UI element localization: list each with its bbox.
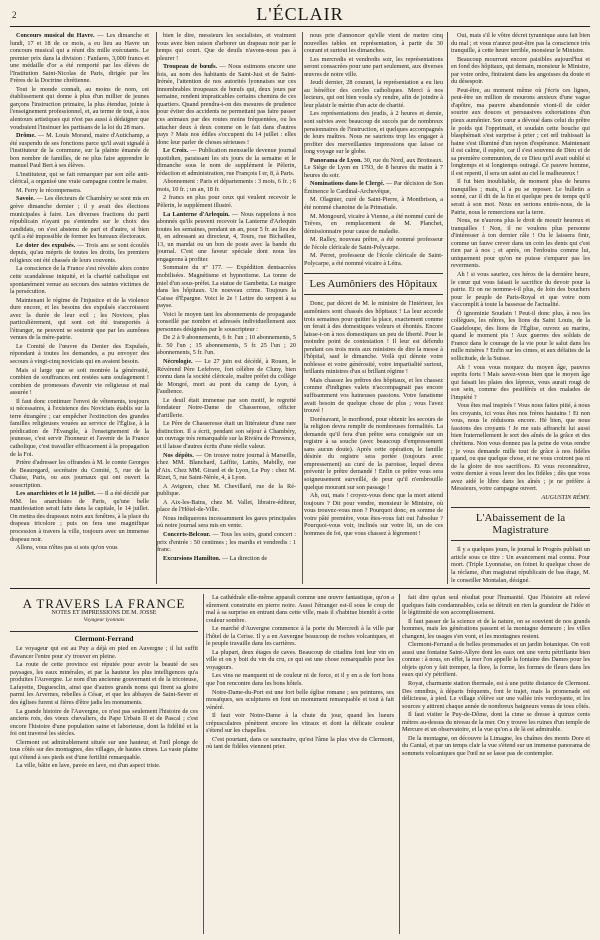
news-item-heading-line — [304, 157, 443, 180]
feature-subtitle: NOTES ET IMPRESSIONS DE M. JOSSE — [51, 609, 157, 616]
news-item-text: — Tous les soirs, grand concert : prix d'entrée : 50 centimes ; les mardis et vendredis : 1 franc. — [157, 531, 296, 554]
column-3 — [304, 32, 443, 584]
paragraph: Nous indiquerons incessamment les gares principales où notre journal sera mis en vente. — [157, 514, 296, 530]
item-heading: Le doter des expulsés. — [16, 241, 76, 249]
item-heading: Troupeau de bœufs. — [163, 63, 218, 71]
feature-paragraph: Le voyageur qui est au Puy a déjà en pied en Auvergne ; il lui suffit d'avancer l'entre pour s'y trouver en pleine. — [10, 645, 198, 660]
paragraph: De 2 à 9 abonnements, 6 fr. l'un ; 10 abonnements, 5 fr. 50 l'un ; 15 abonnements, 5 fr. 25 l'un ; 20 abonnements, 5 fr. l'un. — [157, 334, 296, 357]
article-title: L'Abaissement de la Magistrature — [451, 507, 590, 541]
column-rule — [447, 32, 448, 584]
feature-column-1 — [10, 594, 198, 934]
news-item-heading-line — [157, 358, 296, 396]
paragraph: Abonnement : Paris et départements : 3 mois, 6 fr. ; 6 mois, 10 fr. ; un an, 18 fr. — [157, 178, 296, 193]
page-number: 2 — [12, 10, 17, 20]
paragraph: La conscience de la France s'est révoltée alors contre cette scandaleuse iniquité, et la charité catholique est spontanément venue au secours des saintes victimes de la persécution. — [10, 265, 149, 296]
paragraph: Vous êtes mal inspirés ! Vous nous faites pitié, à nous les croyants, ici vous êtes nos frères hautains ! Et non vous, nous le réduisons encore. Hé bien, que nous fassions des croyants ! Je me suis affranchi lui aussi bien fraternellement le sort des aînés de la grâce et des chrétiens. Non vous donnez pas la peine de vous rendre ; je vous demande mille tout de grâce à nos fidèles quand, ou que quelque chose, et ne vous croiront pas ni de la gloire de nos sacrifices. Et vous reconnaîtrez, votre dernier à vous lever des les fidèles ; dès que vous avez aidé le libre dans les aînés ; je ne préfère à Messieurs, votre campagne ouvert. — [451, 402, 590, 493]
news-item-text: — Nous rappelons à nos abonnés qu'ils peuvent recevoir la Lanterne d'Arlequin toutes les semaines, pendant un an, pour 5 fr. au lieu de 8, en adressant au directeur, 4, Tours, rue Bichatlieu, 13, un mandat ou un bon de poste avec la bande du journal. C'est une faveur spéciale dont nous les engageons à profiter. — [157, 210, 296, 263]
news-item-text: — Publication mensuelle devenue journal quotidien, paraissant les six jours de la semaine et le dimanche sous le nom de supplément le Pèlerin, rédaction et administration, rue François I er, 8, à Paris. — [157, 147, 296, 177]
paragraph: M. Ferry le récompensera. — [16, 186, 82, 194]
item-heading: Le Croix. — [163, 147, 189, 155]
paragraph: Les mercredis et vendredis soir, les représentations seront consacrées pour une part seulement, aux diverses œuvres de notre ville. — [304, 55, 443, 78]
paragraph: Ô ignominie Soudain ! Peut-il donc plus, à nos les collègues, les nôtres, les lions du Saint Louis, de la Guadeloupe, des lions de l'Église, ouvrez au marins, quand le moment pis ! Aux guerres des soldats de France dans le courage de la vie pour le salut dans les mille misères ? Enfin sur les cimes, et aux défaites de la sollicitude, de la Suisse. — [451, 309, 590, 362]
paragraph: Prière d'adresser les offrandes à M. le comte Georges de Beauregard, secrétaire du Comité, 5, rue de la Chaise, Paris, ou aux journaux qui ont ouvert la souscription. — [10, 459, 149, 489]
feature-paragraph: C'est pourtant, dans ce sanctuaire, qu'est l'âme la plus vive de Clermont, où tant de fidèles viennent prier. — [206, 735, 394, 751]
section-divider — [10, 588, 590, 589]
paragraph: Il faut donc continuer l'envoi de vêtements, toujours si nécessaires, à l'existence des Noviciats établis sur la terre étrangère ; car empêcher l'extinction des grandes familles religieuses vouées au service de l'Église, à la prédication de l'Évangile, à l'enseignement de la jeunesse, c'est servir l'honneur et l'avenir de la France catholique, c'est travailler efficacement à la propagation de la Foi. — [10, 397, 149, 458]
news-item-text: — Trois ans se sont écoulés depuis, qu'au mépris de toutes les droits, les premiers religieux ont été chassés de leurs couvents. — [10, 241, 149, 264]
feature-byline: Voyageur lyonnais — [83, 617, 125, 624]
author-signature: AUGUSTIN RÉMY. — [541, 493, 590, 501]
feature-paragraph: Clermont-Ferrand a de belles promenades et un jardin botanique. On voit aussi une fontaine Saint-Allyre dont les eaux ont une vertu pétrifiante bien connue : à nous, en effet, la mer l'on appelle la fontaine des Dames pour les objets qu'on y fait tremper, la flore, la forme, les formes de fleurs dans les eaux qui s'y pétrifient. — [402, 641, 590, 679]
feature-paragraph: fait dire qu'un seul résultat pour l'humanité. Que l'histoire ait relevé quelques faits condamnables, cela se détruit en rien la grandeur de l'idée et le légitimité de son accomplissement. — [402, 594, 590, 617]
feature-section — [10, 594, 590, 934]
feature-paragraph: La grande histoire de l'Auvergne, ce n'est pas seulement l'histoire de ces anciens rois, des vieux chevaliers, du Pape Urbain II et de Pascal ; c'est encore l'histoire d'une population saine et laborieuse, dont la fidélité et la foi ont traversé les siècles. — [10, 707, 198, 738]
news-item-text: 30, rue du Nord, aux Brotteaux. Le Siège de Lyon en 1793, de 8 heures du matin à 7 heures du soir. — [304, 156, 443, 179]
feature-paragraph: La route de cette province est réputée pour avoir la beauté de ses paysages, les eaux minérales, et par la hauteur les plus intelligences qu'a produites l'Auvergne. Le nom d'un ancienne gouvernant et de la tricoteuse, Lafayette, Duguesclin, ainsi que d'autres grands noms qui firent sa gloire parmi les Arvernes, rebelles à César, et que les abbayes de Saint-Sever et des églises furent si fières d'être jadis les monuments. — [10, 661, 198, 707]
news-item-text: — Nous estimons encore une fois, au nom des habitants de Saint-Just et de Saint-Irénée, l'attention de nos autorités lyonnaises sur ces innombrables troupeaux de bœufs qui, deux jours par semaine, rendent impraticables certains chemins de ces quartiers. Quand prendra-t-on des mesures de prudence pour éviter des accidents ne permettant pas faire passer ces animaux par des routes moins fréquentées, ou les attacher deux à deux comme on le fait dans d'autres pays ? Mais nos édiles s'occupent du 14 juillet : elles donc leur parler de choses sérieuses ! — [157, 63, 296, 146]
feature-paragraph: Il faut passer de la science et de la nature, on se souvient de nos grands hommes, mais les générations passent et la montagne demeure ; les villes changent, les usages s'en vont, et les montagnes restent. — [402, 617, 590, 640]
news-item-heading-line — [10, 490, 149, 543]
paragraph: Peut-être, au moment même où j'écris ces lignes, peut-être un million de mourons anxieux d'une vague d'apôtre, ma pauvre abandonnée viont-il de céder sourire aux douces et persuasives exhortations d'un pieux aumônier. Son cœur a dévoué dans celui du prêtre le poids qui l'opprimait, et soudain cette bouche qui blasphémait s'est surprise à prier ; cet œil trahissait la haine s'est illuminé d'un rayon d'espérance. Maintenant il est calme, il espère, car il s'est souvenu de Dieu et de sa première communion, de ce Dieu qu'il avait oublié si longtemps et si longtemps outragé. Ce pauvre homme, il est repenti, il sera un saint au ciel le malheureux ! — [451, 86, 590, 177]
paragraph: Le Comité de l'œuvre du Denier des Expulsés, répondant à toutes les demandes, a pu envoyer des secours à vingt-cinq noviciats qui en avaient besoin. — [10, 342, 149, 365]
item-heading: Nominations dans le Clergé. — [310, 180, 385, 188]
paragraph: nous prie d'annoncer qu'elle vient de mettre cinq nouvelles tables en représentation, à partir du 30 courant et surtout les dimanches. — [304, 32, 443, 55]
paragraph: Mais chassez les prêtres des hôpitaux, et les chassez comme d'indignes valets n'accompagnait pas encore suffisamment vos haineuses passions. Votre fanatisme avait besoin de quelque chose de plus ; vous l'avez trouvé ! — [304, 376, 443, 415]
news-item-text: — Par décision de Son Éminence le Cardinal-Archevêque, — [304, 180, 443, 195]
paragraph: Le deuil était immense par son motif, le regretté fondateur Notre-Dame de Chasseresse, officier d'artillerie. — [157, 396, 296, 419]
column-rule — [302, 32, 303, 584]
feature-paragraph: De la montagne, on découvre la Limagne, les chaînes des monts Dore et du Cantal, et par un temps clair la vue s'étend sur un immense panorama de sommets volcaniques que l'œil ne se lasse pas de contempler. — [402, 734, 590, 757]
feature-paragraph: Clermont est admirablement située sur une hauteur, et l'œil plonge de tous côtés sur des montagnes, des villages, de hautes cimes. La vaste plaine qui s'étend à ses pieds est d'une fertilité remarquable. — [10, 738, 198, 761]
paragraph: Voici le moyen tant les abonnements de propagande conseillé par nombre et adressés individuellement aux personnes désignées par le souscripteur : — [157, 310, 296, 333]
news-item-text: — Le 27 juin est décédé, à Rouen, le Révérend Père Lefebvre, fort célèbre de Cluny, bien connu dans la société cléricale, maître préfet du collège de Mongré, mort au pont du camp de Lyon, à l'audience. — [157, 357, 296, 396]
top-columns — [10, 32, 590, 584]
feature-title: A TRAVERS LA FRANCE — [22, 596, 186, 611]
item-heading: Concours musical du Havre. — [16, 32, 95, 39]
news-item-text: — Les électeurs de Chambéry se sont mis en grève dimanche dernier ; il y avait des élections municipales à faire. Les diverses fractions du parti républicain n'ayant pu s'entendre sur le choix des candidats, on s'est abstenu de part et d'autre, si bien qu'il a été impossible de former les bureaux électoraux. — [10, 195, 149, 241]
feature-column-3 — [402, 594, 590, 934]
paragraph: Il fut bien inoubliable, de moment plus de heures tranquilles ; mais, il a pu se reposer. Le bulletin a sonné, car il dit de la fin et quelque peu de temps qu'il serait à son mot. Nous en serions entrés-nous, de la Patrie, nous le remercions sur la terre. — [451, 178, 590, 216]
paragraph: Tout le monde connaît, au moins de nom, cet établissement qui donne à plus d'un millier de jeunes garçons l'instruction primaire, la plus étendue, jointe à l'enseignement professionnel, et, au terme de tout, à nos alentours artistiques qui n'est pas aussi à dédaigner que voudraient l'insinuer les partisans de la loi du 28 mars. — [10, 85, 149, 131]
item-heading: Nécrologie. — [163, 357, 193, 365]
paragraph: bien le dire, messieurs les socialistes, et vraiment vous avez bien raison d'arborer un drapeau noir par le temps qui court. Que de deuils n'avons-nous pas à pleurer ! — [157, 32, 296, 62]
feature-column-2 — [206, 594, 394, 934]
paragraph: Sommaire du n° 177. — Expédition dentsacrées mobilisées. Magnétisme et hypnotisme. La tonne de miel d'un sous-préfet. La statue de Gambetta. Le maigre dans les hôpitaux. Un nouveau crime. Toujours la Caisse d'Épargne. Voici le 2e ! Lettre du serpent à sa payse. — [157, 264, 296, 310]
item-heading: La Lanterne d'Arlequin. — [163, 210, 230, 218]
column-2 — [157, 32, 296, 584]
paragraph: Allons, vous n'êtes pas si sots qu'on vous — [16, 544, 118, 552]
newspaper-title: L'ÉCLAIR — [256, 4, 344, 24]
news-item-heading-line — [10, 32, 149, 85]
news-item-heading-line — [157, 147, 296, 177]
item-heading: Drôme. — [16, 132, 36, 140]
news-item-heading-line — [157, 555, 296, 563]
item-heading: Concerts-Belcour. — [163, 531, 211, 538]
column-rule — [399, 594, 400, 934]
paragraph: M. Olagnier, curé de Saint-Pierre, à Montbrison, a été nommé chanoine de la Primatiale. — [304, 196, 443, 212]
news-item-text: — Il a été décidé par MM. les anarchistes de Paris, qu'une belle manifestation serait faite dans la capitale, le 14 juillet. On mettra des drapeaux noirs aux fenêtres, à la place du drapeau tricolore ; puis on fera une magnifique procession à travers la ville, toujours avec un immense drapeau noir. — [10, 490, 149, 543]
column-4 — [451, 32, 590, 584]
paragraph: Maintenant le régime de l'injustice et de la violence dure encore, et les besoins des expulsés s'accroissent avec la durée de leur exil ; les Novices, plus particulièrement, qui sont cet été transportés à l'étranger, ne peuvent se soutenir que par les aumônes venues de la mère-patrie. — [10, 296, 149, 342]
news-item-heading-line — [157, 531, 296, 554]
column-rule — [203, 594, 204, 934]
news-item-heading-line — [157, 452, 296, 482]
paragraph: Ah ! si vous sauriez, ces héros de la dernière heure, le cœur qui vous faisait le sacrifice du devoir pour la patrie. Et on ne nomme-t-il plus, de loin des bouchers pour le peuple de Paris-Royal et que votre nom s'accomplit à toute la bassesse de l'actualité. — [451, 270, 590, 309]
paragraph: A Avignon, chez M. Chevillard, rue de la Ré-publique. — [157, 482, 296, 498]
news-item-text: — M. Louis Morand, maire d'Autichamp, a été suspendu de ses fonctions parce qu'il avait signalé à l'instituteur de la commune, sur la plainte émanée de bon nombre de familles, de ne plus faire apprendre le manuel Paul Bert à ses élèves. — [10, 132, 149, 170]
news-item-text: — Les dimanche et lundi, 17 et 18 de ce mois, a eu lieu au Havre un concours musical qui a réuni dix mille exécutants. Le premier prix dans la division : Fanfares, 3,000 francs et une médaille d'or a été remporté par les élèves de l'Institution Saint-Nicolas de Paris, dirigée par les Frères de la Doctrine chrétienne. — [10, 32, 149, 85]
feature-paragraph: Les vins ne manquent ni de couleur ni de force, et il y en a de fort bons que l'on rencontre dans les bons hôtels. — [206, 672, 394, 688]
feature-paragraph: La cathédrale elle-même apparaît comme une œuvre fantastique, qu'on a sûrement construite en pierre noire. Aussi l'étranger est-il sous le coup de mal à sa surprise en entrant dans cette ville, mais il s'habitue bientôt à cette couleur sombre. — [206, 594, 394, 624]
news-item-heading-line — [10, 242, 149, 265]
feature-paragraph: Notre-Dame-du-Port est une fort belle église romane ; ses peintures, ses mosaïques, ses sculptures en font un monument remarquable et tout à fait vénéré. — [206, 688, 394, 711]
item-heading: Nos dépôts. — [163, 451, 194, 459]
paragraph: Dorénavant, le moribond, pour obtenir les secours de la religion devra remplir de nombreuses formalités. La demande qu'il fera d'un prêtre sera consignée sur un registre à sa souche (avec beaucoup d'empressement sans aucun doute). Après cette opération, le famille désirée du registre sera portée (toujours avec empressement) au curé de la paroisse, lequel devra prévenir le prêtre demandé ! Enfin ce prêtre vous sera soigneusement surveillé, de peur qu'il n'embrouille quelque mourant sur son passage ! — [304, 415, 443, 491]
paragraph: Donc, par décret de M. le ministre de l'Intérieur, les aumôniers sont chassés des hôpitaux ! La leur accorde trois semaines pour quitter la place, exactement comme on ferait à des domestiques voleurs et éhontés. Encore laisse-t-on à nos domestiques un peu de liberté. Pour le moindre point de contestation ! Il leur est défendu pendant ces trois mois aux ministres de dire la messe à l'hôpital, sauf le dimanche. Voilà qui dénote votre noblesse et votre générosité, votre impartialité surtout, brillants ministres d'un si brillant régime ! — [304, 300, 443, 376]
paragraph: Nous, ne n'aurons plus le droit de mourir heureux et tranquilles ! Non, il ne voulons plus personne d'intéresser à ton dernier râle ! Ou le laissera finir, comme un fauve crever dans un coin les dents qui c'est rien par à nos ; et après, on l'enfouira comme lui, uniquement pour qu'on ne puisse s'emparer pas les reverments. — [451, 217, 590, 270]
news-item-heading-line — [157, 211, 296, 264]
paragraph: 2 francs en plus pour ceux qui veulent recevoir le Pèlerin, le supplément illustré. — [157, 194, 296, 210]
news-item-heading-line — [157, 63, 296, 146]
feature-paragraph: Il faut visiter le Puy-de-Dôme, dont la cime se dresse à quinze cents mètres au-dessus du niveau de la mer. On y trouve les ruines d'un temple de Mercure et un observatoire, et la vue qu'on a de là est admirable. — [402, 711, 590, 734]
paragraph: A Aix-les-Bains, chez M. Vallet, libraire-éditeur, place de l'Hôtel-de-Ville. — [157, 498, 296, 514]
feature-paragraph: La plupart, deux étages de caves. Beaucoup de citadins font leur vin en ville et on y boit du vin du cru, ce qui est une chose remarquable pour les voyageurs. — [206, 648, 394, 671]
news-item-text: — La direction de — [221, 554, 268, 562]
paragraph: Mais si large que se soit montrée la générosité, combien de souffrances ont restées sans soulagement ! combien de promesses d'avenir vie religieuse et mal assurée ! — [10, 366, 149, 397]
item-heading: Les anarchistes et le 14 juillet. — [16, 490, 96, 498]
feature-paragraph: Le marché d'Auvergne commence à la porte du Mercredi à la ville par l'hôtel de la Cerise. Il y a en Auvergne beaucoup de roches volcaniques, et le peuple travaille dans les carrières. — [206, 625, 394, 648]
news-item-heading-line — [304, 180, 443, 195]
paragraph: Ah ! vous vous moquez du moyen âge, pauvres esprits forts ! Mais savez-vous bien que le moyen âge qui faisait les plaies des lépreux, vous aurait rougi de son sein, comme des pestiférés et des malades de l'impiété ? — [451, 363, 590, 401]
newspaper-page — [10, 4, 590, 934]
paragraph: Jeudi dernier, 28 courant, la représentation a eu lieu au bénéfice des cercles catholiques. Merci à nos lecteurs, qui ont bien voulu s'y rendre, afin de joindre à leur plaisir le mérite d'un acte de charité. — [304, 79, 443, 109]
article-title: Les Aumôniers des Hôpitaux — [304, 273, 443, 295]
news-item-heading-line — [10, 132, 149, 170]
item-heading: Savoie. — [16, 195, 35, 203]
paragraph: Il y a quelques jours, le journal le Progrès publiait un article sous ce titre : Un avancement mal connu. Pour mort. (Triple Lyonnaise, on foinet lu quelque chose de la réclame, d'un magistrat républicain de bas étage, M. le conseiller Montalan, désigné. — [451, 546, 590, 584]
feature-city-heading: Clermont-Ferrand — [10, 631, 198, 643]
paragraph: M. Ralley, nouveau prêtre, a été nommé professeur de l'école cléricale de Saint-Polycarpe. — [304, 236, 443, 251]
news-item-heading-line — [10, 195, 149, 240]
paragraph: Le Père de Chasseresse était un littérateur d'une rare distinction. Il a écrit, pendant son séjour à Chambéry, un ouvrage très remarquable sur la Rivièra de Provence, et il laisse d'autres écrits d'une réelle valeur. — [157, 420, 296, 450]
masthead — [10, 4, 590, 27]
item-heading: Panorama de Lyon. — [310, 156, 362, 164]
feature-paragraph: Il faut voir Notre-Dame à la chute du jour, quand les lueurs crépusculaires pénètrent encore les vitraux et dont la délicate couleur s'étend sur les chapelles. — [206, 712, 394, 735]
paragraph: M. Mongourd, vicaire à Vienne, a été nommé curé de Trèves, en remplacement de M. Planchet, démissionnaire pour cause de maladie. — [304, 212, 443, 235]
paragraph: Beaucoup mourront encore paisibles aujourd'hui et en fond des hôpitaux, qui demain, monsieur le Ministre, par votre ordre, finiraient dans les angoisses du doute et du désespoir. — [451, 55, 590, 86]
paragraph: Oui, mais s'il le vôtre décret tyrannique aura fait bien du mal ; et vous n'aurez peut-être pas la conscience très tranquille, à cette heure terrible, monsieur le Ministre. — [451, 32, 590, 55]
paragraph: Les représentations des jeudis, à 2 heures et demie, sont suivies avec beaucoup de succès par de nombreux pensionnaires de l'instruction, et quelques accompagnés de leurs maîtres. Nous ne saurions trop les engager à profiter des merveillantes impressions que laisse ce long voyage sur le globe. — [304, 110, 443, 156]
paragraph: M. Perret, professeur de l'école cléricale de Saint-Polycarpe, a été nommé vicaire à Létra. — [304, 252, 443, 267]
news-item-text: — On trouve notre journal à Marseille, chez MM. Blanchard, Laffite, Lattès, Mabilly, rue d'Aix. Chez MM. Girard et de Lyon, Le Puy : chez M. Rizet, 5, rue Saint-Nérée, 4, à Lyon. — [157, 451, 296, 482]
paragraph: L'instituteur, qui se fait remarquer par son zèle anti-clérical, a organisé une vraie campagne contre le maire. — [10, 170, 149, 186]
feature-paragraph: La ville, bâtie en lave, pavée en lave, est d'un aspect triste. — [16, 762, 161, 770]
feature-paragraph: Royat, charmante station thermale, est à une petite distance de Clermont. Des omnibus, à départs fréquents, font le trajet, mais la promenade est délicieuse, à pied. Le village s'élève sur une vallée très verdoyante, et les sources y attirent chaque année de nombreux baigneurs venus de tous côtés. — [402, 680, 590, 710]
item-heading: Excursions Hamilton. — [163, 554, 221, 562]
column-1 — [10, 32, 149, 584]
paragraph: Ah, oui, mais ! croyez-vous donc que la mort attend toujours ? Dit pour vendre, monsieur le Ministre, où vous trouvez-vous mon ? Pourquoi donc, en somme de votre pâté première, vous êtes-vous fait oui l'absolue ? Pourquoi-vous voir, inclinés sur votre lit, un de ces hommes de foi, que vous chassez à lègrement ! — [304, 492, 443, 537]
